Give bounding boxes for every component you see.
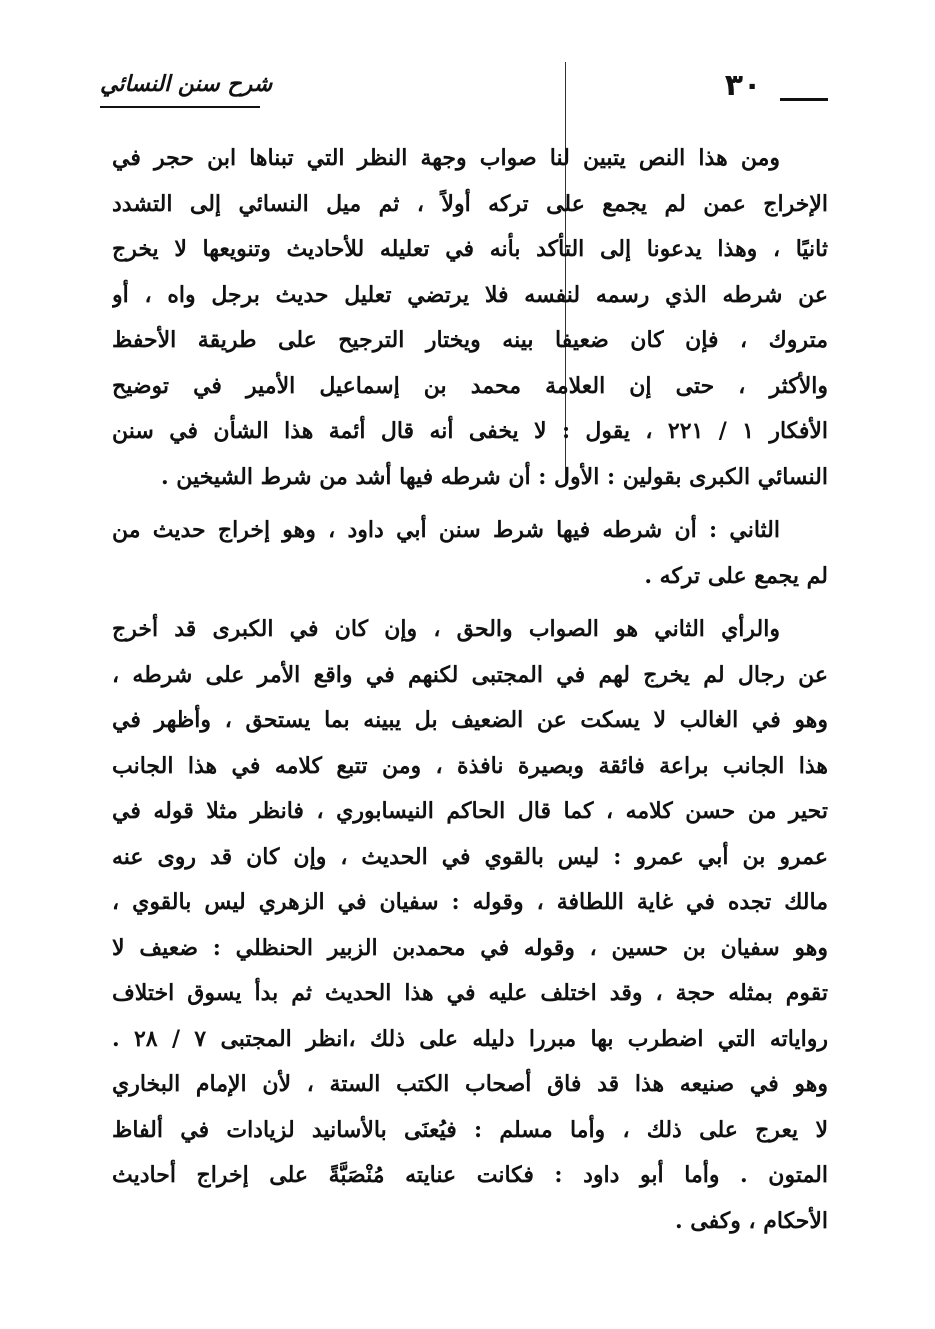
text-line: النسائي الكبرى بقولين : الأول : أن شرطه فيها أشد من شرط الشيخين . (160, 463, 828, 490)
text-line: الأحكام ، وكفى . (674, 1207, 828, 1234)
page-header (100, 66, 828, 116)
text-line: الإخراج عمن لم يجمع على تركه أولاً ، ثم ميل النسائي إلى التشدد (112, 190, 828, 217)
text-line: والأكثر ، حتى إن العلامة محمد بن إسماعيل الأمير في توضيح (112, 372, 828, 399)
text-line: هذا الجانب براعة فائقة وبصيرة نافذة ، ومن تتبع كلامه في هذا الجانب (112, 752, 828, 779)
text-line: المتون . وأما أبو داود : فكانت عنايته مُنْصَبَّةً على إخراج أحاديث (112, 1162, 828, 1188)
text-line: الأفكار ١ / ٢٢١ ، يقول : لا يخفى أنه قال أئمة هذا الشأن في سنن (112, 418, 828, 444)
text-line: وهو سفيان بن حسين ، وقوله في محمدبن الزبير الحنظلي : ضعيف لا (112, 934, 828, 961)
text-line: الثاني : أن شرطه فيها شرط سنن أبي داود ، وهو إخراج حديث من (112, 517, 780, 543)
text-line: عمرو بن أبي عمرو : ليس بالقوي في الحديث ، وإن كان قد روى عنه (112, 843, 828, 870)
text-line: رواياته التي اضطرب بها مبررا دليله على ذلك ،انظر المجتبى ٧ / ٢٨ . (112, 1025, 828, 1052)
header-rule-right (780, 98, 828, 101)
text-line: عن شرطه الذي رسمه لنفسه فلا يرتضي تعليل حديث برجل واه ، أو (112, 281, 828, 308)
text-line: متروك ، فإن كان ضعيفا بينه ويختار الترجيح على طريقة الأحفظ (112, 327, 828, 353)
text-line: مالك تجده في غاية اللطافة ، وقوله : سفيان في الزهري ليس بالقوي ، (112, 889, 828, 915)
body-text (112, 136, 828, 1244)
text-line: والرأي الثاني هو الصواب والحق ، وإن كان في الكبرى قد أخرج (112, 616, 780, 642)
running-title: شرح سنن النسائي (100, 72, 273, 97)
text-line: تحير من حسن كلامه ، كما قال الحاكم النيسابوري ، فانظر مثلا قوله في (112, 798, 828, 824)
text-line: ومن هذا النص يتبين لنا صواب وجهة النظر التي تبناها ابن حجر في (112, 145, 780, 171)
text-line: لم يجمع على تركه . (644, 562, 828, 589)
text-line: وهو في الغالب لا يسكت عن الضعيف بل يبينه بما يستحق ، وأظهر في (112, 707, 828, 733)
page-number: ٣٠ (724, 68, 762, 103)
header-rule-left (100, 106, 260, 108)
text-line: ثانيًا ، وهذا يدعونا إلى التأكد بأنه في تعليله للأحاديث وتنويعها لا يخرج (112, 236, 828, 262)
text-line: تقوم بمثله حجة ، وقد اختلف عليه في هذا الحديث ثم بدأ يسوق اختلاف (112, 980, 828, 1006)
text-line: لا يعرج على ذلك ، وأما مسلم : فيُعنَى بالأسانيد لزيادات في ألفاظ (112, 1116, 828, 1143)
text-line: وهو في صنيعه هذا قد فاق أصحاب الكتب الستة ، لأن الإمام البخاري (112, 1071, 828, 1097)
text-line: عن رجال لم يخرج لهم في المجتبى لكنهم في واقع الأمر على شرطه ، (112, 661, 828, 688)
